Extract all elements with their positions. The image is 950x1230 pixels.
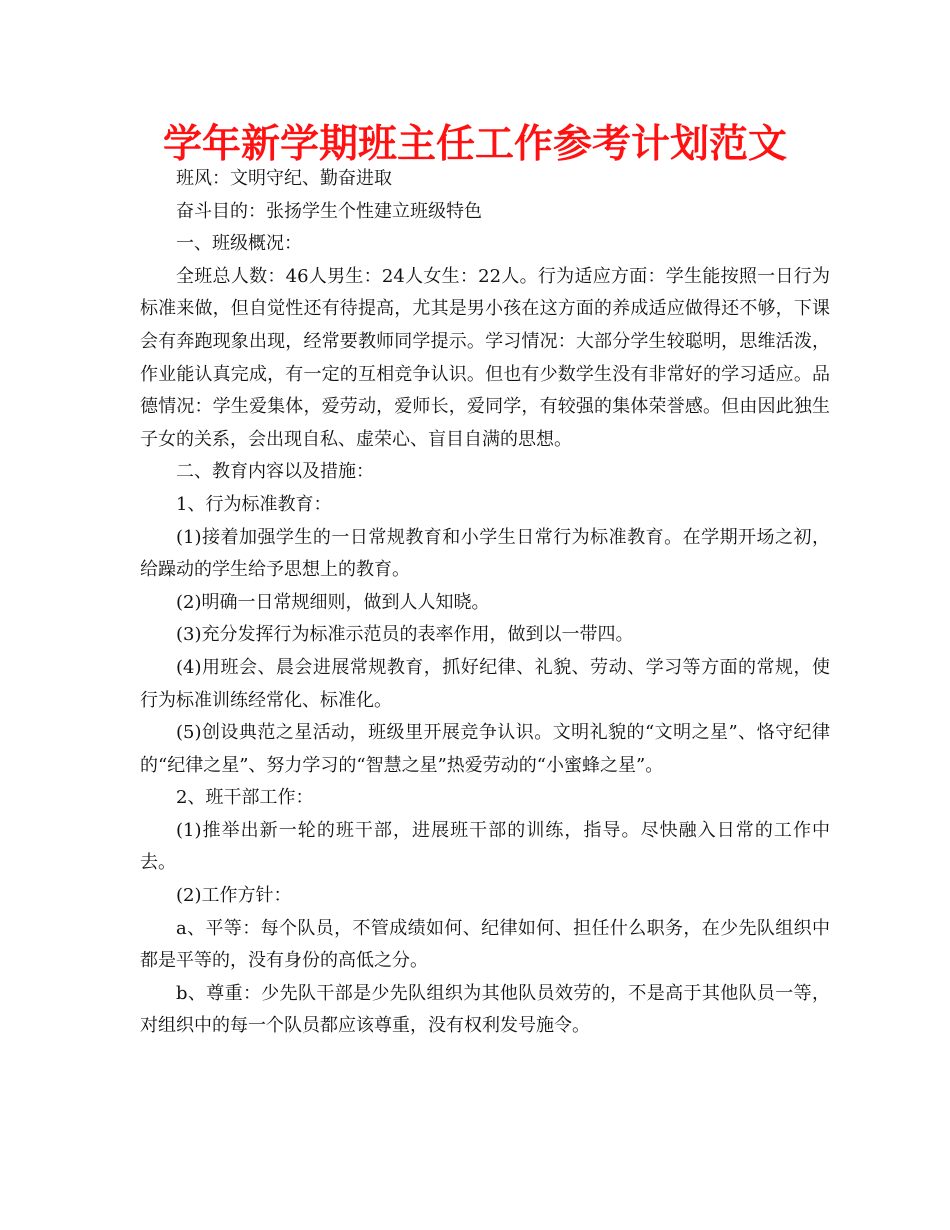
paragraph: (2)工作方针：: [176, 885, 292, 907]
section-heading: 一、班级概况：: [176, 233, 302, 255]
paragraph: 班风：文明守纪、勤奋进取: [176, 168, 392, 189]
paragraph: (4)用班会、晨会进展常规教育，抓好纪律、礼貌、劳动、学习等方面的常规，使行为标准训练经常化、标准化。: [140, 656, 830, 711]
paragraph: a、平等：每个队员，不管成绩如何、纪律如何、担任什么职务，在少先队组织中都是平等的，没有身份的高低之分。: [140, 917, 830, 972]
paragraph: b、尊重：少先队干部是少先队组织为其他队员效劳的，不是高于其他队员一等，对组织中的每一个队员都应该尊重，没有权利发号施令。: [140, 982, 830, 1037]
paragraph: 奋斗目的：张扬学生个性建立班级特色: [176, 200, 482, 222]
subsection-heading: 2、班干部工作：: [176, 787, 314, 809]
paragraph: (3)充分发挥行为标准示范员的表率作用，做到以一带四。: [176, 624, 634, 646]
paragraph: (1)接着加强学生的一日常规教育和小学生日常行为标准教育。在学期开场之初，给躁动的学生给予思想上的教育。: [140, 526, 830, 581]
subsection-heading: 1、行为标准教育：: [176, 493, 332, 515]
document-body: [140, 163, 830, 1043]
paragraph: (2)明确一日常规细则，做到人人知晓。: [176, 591, 490, 613]
section-heading: 二、教育内容以及措施：: [176, 461, 374, 483]
paragraph: (1)推举出新一轮的班干部，进展班干部的训练，指导。尽快融入日常的工作中去。: [140, 819, 830, 874]
paragraph: (5)创设典范之星活动，班级里开展竞争认识。文明礼貌的“文明之星”、恪守纪律的“纪律之星”、努力学习的“智慧之星”热爱劳动的“小蜜蜂之星”。: [140, 722, 830, 776]
paragraph: 全班总人数：46人男生：24人女生：22人。行为适应方面：学生能按照一日行为标准来做，但自觉性还有待提高，尤其是男小孩在这方面的养成适应做得还不够，下课会有奔跑现象出现，经常要教师同学提示。学习情况：大部分学生较聪明，思维活泼，作业能认真完成，有一定的互相竞争认识。但也有少数学生没有非常好的学习适应。品德情况：学生爱集体，爱劳动，爱师长，爱同学，有较强的集体荣誉感。但由因此独生子女的关系，会出现自私、虚荣心、盲目自满的思想。: [140, 265, 830, 450]
document-title: 学年新学期班主任工作参考计划范文: [162, 122, 787, 167]
